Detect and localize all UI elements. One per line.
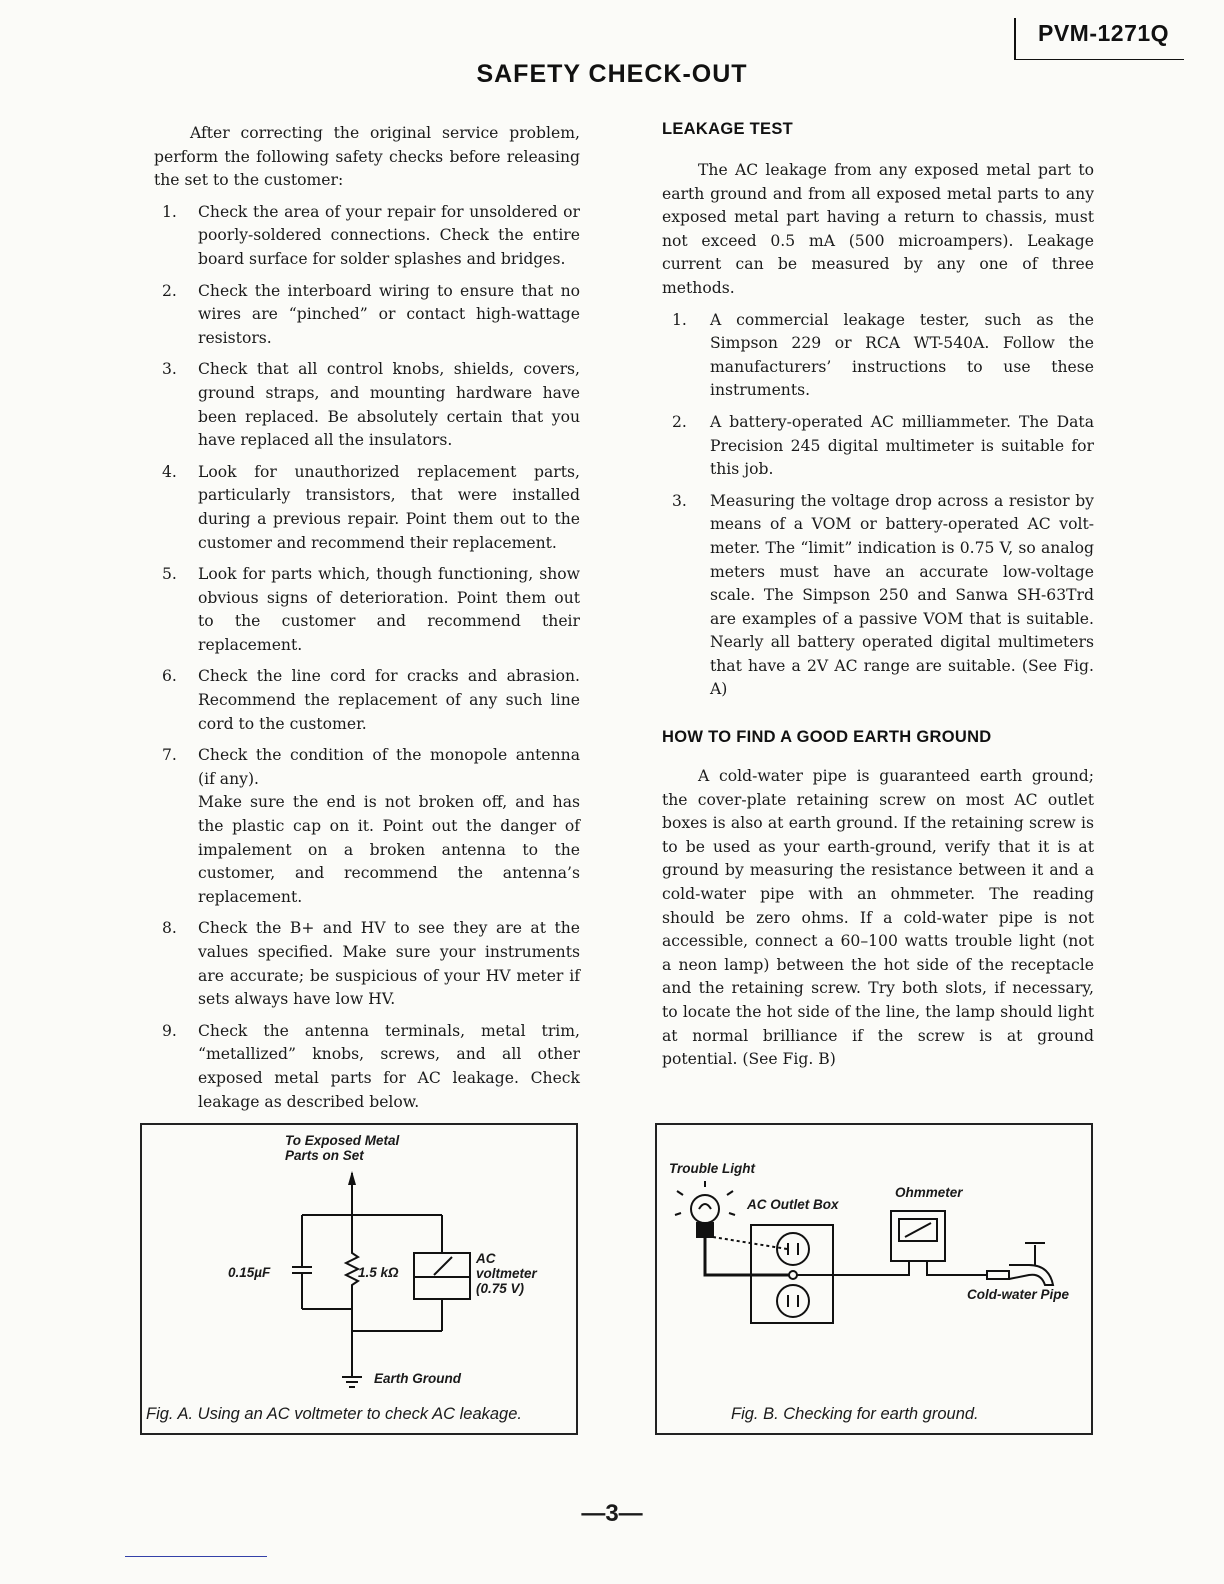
item-text: Check the area of your repair for unsoldered or poorly-soldered connections. Check the entire board surface for solder splashes and bridges.: [198, 202, 580, 268]
outlet-receptacle: [777, 1233, 809, 1265]
probe-label: To Exposed Metal Parts on Set: [285, 1133, 400, 1163]
item-number: 1.: [162, 202, 177, 221]
footer-rule: [125, 1556, 267, 1557]
pipe-icon: [987, 1271, 1009, 1279]
right-column: [662, 120, 1094, 1080]
list-item: [154, 461, 580, 555]
item-number: 4.: [162, 462, 177, 481]
methods-list: [662, 309, 1094, 703]
list-item: [154, 665, 580, 736]
ohmmeter-label: Ohmmeter: [895, 1185, 963, 1200]
item-text: Check that all control knobs, shields, covers, ground straps, and mounting hardware have been replaced. Be absolutely certain that you have replaced all the insulators.: [198, 360, 580, 450]
item-number: 6.: [162, 667, 177, 686]
figure-a-caption: Fig. A. Using an AC voltmeter to check AC leakage.: [146, 1405, 522, 1423]
list-item: [154, 358, 580, 452]
left-column: [154, 122, 580, 1122]
item-number: 2.: [672, 412, 687, 431]
figure-b: [655, 1123, 1093, 1435]
item-number: 3.: [162, 360, 177, 379]
list-item: [662, 490, 1094, 702]
item-number: 8.: [162, 919, 177, 938]
outlet-box-label: AC Outlet Box: [747, 1197, 839, 1212]
resistor-label: 1.5 kΩ: [358, 1265, 399, 1280]
item-number: 1.: [672, 310, 687, 329]
item-number: 7.: [162, 746, 177, 765]
list-item: [662, 411, 1094, 482]
page-title: SAFETY CHECK-OUT: [476, 60, 748, 88]
list-item: [662, 309, 1094, 403]
figure-a: [140, 1123, 578, 1435]
safety-check-list: [154, 201, 580, 1114]
leakage-test-heading: LEAKAGE TEST: [662, 120, 794, 138]
item-text: Check the line cord for cracks and abrasion. Recommend the replacement of any such line cord to the customer.: [198, 667, 580, 733]
earth-ground-heading: HOW TO FIND A GOOD EARTH GROUND: [662, 728, 992, 747]
bulb-icon: [691, 1195, 719, 1223]
figure-b-caption: Fig. B. Checking for earth ground.: [731, 1405, 979, 1423]
pipe-label: Cold-water Pipe: [967, 1287, 1070, 1302]
trouble-light-label: Trouble Light: [669, 1161, 755, 1176]
item-number: 3.: [672, 491, 687, 510]
item-text: Check the interboard wiring to ensure that no wires are “pinched” or contact high-wattage resistors.: [198, 281, 580, 347]
earth-ground-paragraph: A cold-water pipe is guaranteed earth ground; the cover-plate retaining screw on most AC outlet boxes is also at earth ground. If the retaining screw is to be used as your earth-ground, verify that it is at ground by measuring the resistance between it and a cold-water pipe with an ohmmeter. The reading should be zero ohms. If a cold-water pipe is not accessible, connect a 60–100 watts trouble light (not a neon lamp) between the hot side of the receptacle and the retaining screw. Try both slots, if necessary, to locate the hot side of the line, the lamp should light at normal brilliance if the screw is at ground potential. (See Fig. B): [662, 767, 1094, 1069]
model-number: PVM-1271Q: [1014, 18, 1184, 60]
pipe-lead: [927, 1261, 987, 1275]
list-item: [154, 917, 580, 1011]
item-text: Check the B+ and HV to see they are at the values specified. Make sure your instruments are accurate; be suspicious of your HV meter if sets always have low HV.: [198, 919, 580, 1009]
item-text: A battery-operated AC milliammeter. The Data Precision 245 digital multimeter is suitable for this job.: [710, 412, 1094, 479]
page-number: —3—: [581, 1500, 643, 1527]
item-number: 9.: [162, 1021, 177, 1040]
retaining-screw: [789, 1271, 797, 1279]
list-item: [154, 563, 580, 657]
intro-paragraph: After correcting the original service problem, perform the following safety checks before releasing the set to the customer:: [154, 124, 580, 190]
item-text: Check the condition of the monopole antenna (if any).: [198, 746, 580, 788]
item-number: 2.: [162, 281, 177, 300]
item-number: 5.: [162, 565, 177, 584]
list-item: [154, 280, 580, 351]
ground-label: Earth Ground: [374, 1371, 461, 1386]
leakage-paragraph: The AC leakage from any exposed metal part to earth ground and from all exposed metal parts to any exposed metal part having a return to chassis, must not exceed 0.5 mA (500 microampers). Leakage current can be measured by any one of three methods.: [662, 161, 1094, 297]
meter-lead: [797, 1261, 909, 1275]
item-text: Check the antenna terminals, metal trim, “metallized” knobs, screws, and all other exposed metal parts for AC leakage. Check leakage as described below.: [198, 1021, 580, 1111]
capacitor-label: 0.15µF: [228, 1265, 271, 1280]
voltmeter-label: AC voltmeter (0.75 V): [476, 1251, 537, 1296]
item-text: Look for parts which, though functioning, show obvious signs of deterioration. Point them out to the customer and recommend their replacement.: [198, 565, 580, 654]
item-text: Measuring the voltage drop across a resistor by means of a VOM or battery-operated AC volt-meter. The “limit” indication is 0.75 V, so analog meters must have an accurate low-voltage scale. The Simpson 250 and Sanwa SH-63Trd are examples of a passive VOM that is suitable. Nearly all battery operated digital multimeters that have a 2V AC range are suitable. (See Fig. A): [710, 491, 1094, 699]
item-text: A commercial leakage tester, such as the Simpson 229 or RCA WT-540A. Follow the manufacturers’ instructions to use these instruments.: [710, 310, 1094, 400]
item-text-continued: Make sure the end is not broken off, and has the plastic cap on it. Point out the danger of impalement on a broken antenna to the customer, and recommend the antenna’s replacement.: [198, 793, 580, 906]
probe-arrow: [348, 1171, 356, 1185]
outlet-receptacle: [777, 1285, 809, 1317]
list-item: [154, 201, 580, 272]
bulb-socket: [697, 1223, 713, 1237]
list-item: [154, 1020, 580, 1114]
lamp-cord: [705, 1237, 789, 1275]
item-text: Look for unauthorized replacement parts, particularly transistors, that were installed during a previous repair. Point them out to the customer and recommend their replacement.: [198, 462, 580, 552]
list-item: [154, 744, 580, 909]
resistor-zigzag: [346, 1215, 358, 1309]
